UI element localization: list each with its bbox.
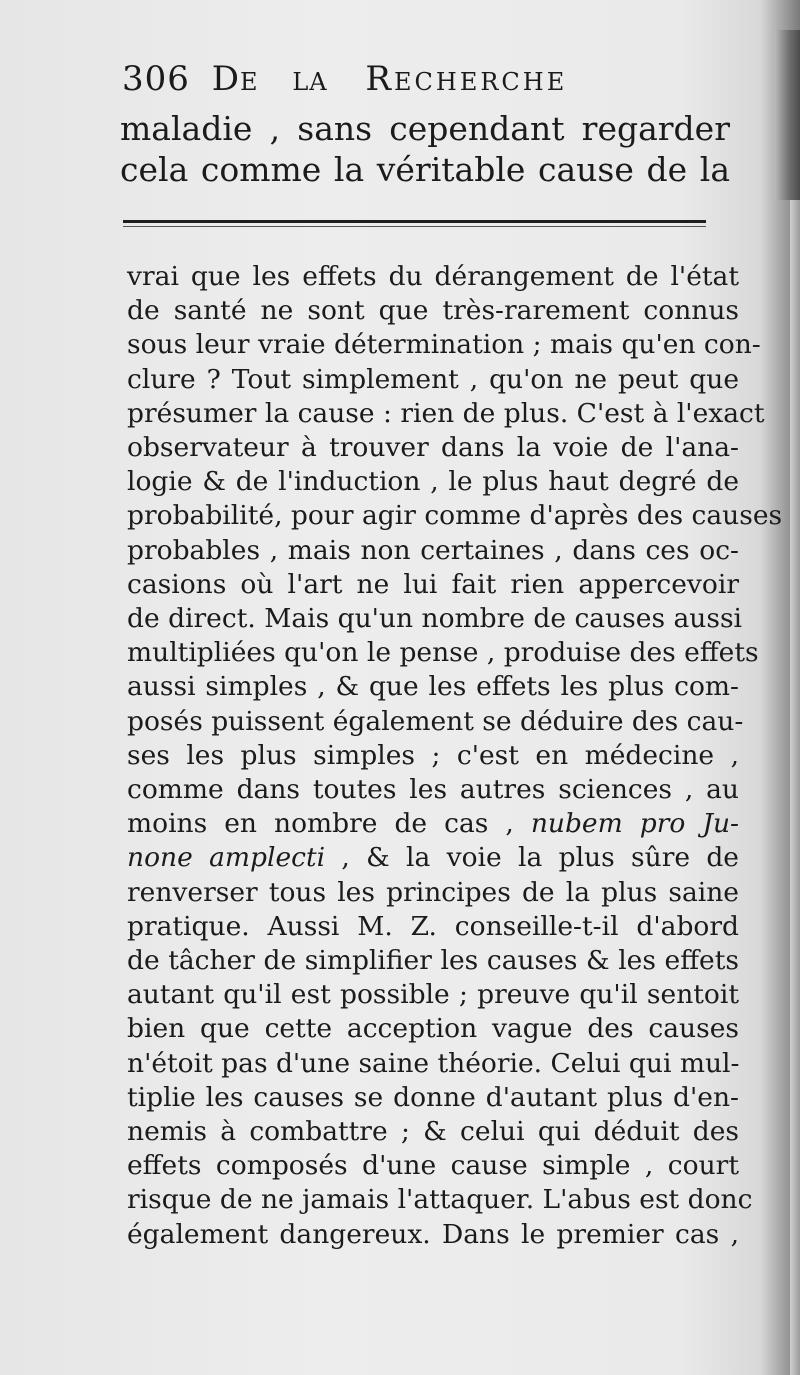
text-line: pratique. Aussi M. Z. conseille-t-il d'abord (127, 910, 739, 942)
body-text (127, 260, 783, 1252)
text-line: n'étoit pas d'une saine théorie. Celui qui mul- (127, 1047, 740, 1079)
top-line: cela comme la véritable cause de la (120, 150, 730, 189)
text-line: bien que cette acception vague des causes (127, 1013, 739, 1045)
text-line: tiplie les causes se donne d'autant plus d'en- (127, 1081, 739, 1113)
text-line: vrai que les effets du dérangement de l'état (127, 261, 739, 292)
text-line: renverser tous les principes de la plus saine (127, 876, 739, 908)
text-line: également dangereux. Dans le premier cas , (127, 1218, 739, 1250)
bleed-through-lines (120, 108, 730, 190)
text-line: logie & de l'induction , le plus haut degré de (127, 466, 739, 498)
text-line: clure ? Tout simplement , qu'on ne peut que (127, 363, 739, 395)
text-line: none amplecti , & la voie la plus sûre de (127, 842, 739, 874)
text-line: multipliées qu'on le pense , produise des effets (127, 637, 759, 669)
top-line: maladie , sans cependant regarder (120, 109, 730, 148)
text-line: sous leur vraie détermination ; mais qu'en con- (127, 329, 761, 361)
text-line: posés puissent également se déduire des cau- (127, 705, 744, 737)
text-line: probables , mais non certaines , dans ces oc- (127, 534, 739, 566)
book-spine-shadow (774, 30, 800, 200)
header-word-2: la (292, 59, 328, 99)
header-word-3: Recherche (365, 59, 568, 99)
header-rule (123, 220, 706, 223)
text-line: de tâcher de simplifier les causes & les effets (127, 945, 739, 977)
text-line: nemis à combattre ; & celui qui déduit des (127, 1116, 739, 1148)
text-line: de santé ne sont que très-rarement connus (127, 295, 739, 327)
text-line: présumer la cause : rien de plus. C'est à l'exact (127, 397, 765, 429)
text-line: observateur à trouver dans la voie de l'ana- (127, 432, 739, 464)
page-number: 306 (122, 59, 190, 99)
header-rule-thin (123, 226, 706, 227)
text-line: casions où l'art ne lui fait rien appercevoir (127, 568, 739, 600)
text-line: autant qu'il est possible ; preuve qu'il sentoit (127, 979, 739, 1011)
text-line: risque de ne jamais l'attaquer. L'abus est donc (127, 1184, 753, 1216)
text-line: ses les plus simples ; c'est en médecine , (127, 739, 739, 771)
page-edge-shadow (790, 200, 800, 1375)
header-word-1: De (211, 59, 259, 99)
text-line: de direct. Mais qu'un nombre de causes aussi (127, 603, 743, 635)
text-line: aussi simples , & que les effets les plus com- (127, 671, 739, 703)
text-line: comme dans toutes les autres sciences , au (127, 774, 739, 806)
text-line: moins en nombre de cas , nubem pro Ju- (127, 808, 739, 840)
running-header (122, 59, 742, 99)
text-line: probabilité, pour agir comme d'après des causes (127, 500, 783, 532)
text-line: effets composés d'une cause simple , court (127, 1150, 739, 1182)
